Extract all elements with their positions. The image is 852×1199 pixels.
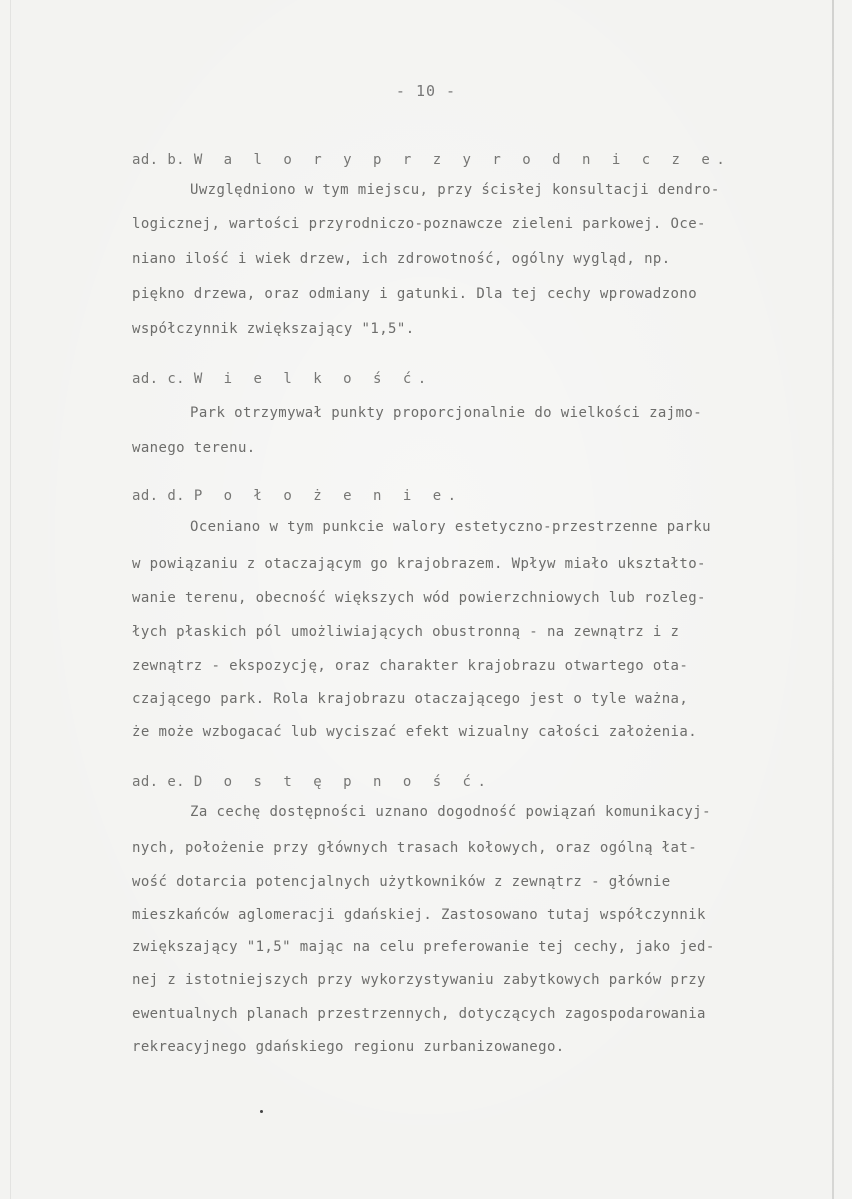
paragraph-line: w powiązaniu z otaczającym go krajobrazem. Wpływ miało ukształto- [132, 556, 706, 572]
section-heading-c [132, 369, 822, 389]
paragraph-line: nej z istotniejszych przy wykorzystywaniu zabytkowych parków przy [132, 972, 706, 988]
ink-speck [260, 1110, 263, 1113]
section-title: P o ł o ż e n i e. [193, 488, 463, 504]
section-title: D o s t ę p n o ś ć. [193, 774, 493, 790]
paragraph-line: niano ilość i wiek drzew, ich zdrowotność, ogólny wygląd, np. [132, 251, 671, 267]
paragraph-line: Oceniano w tym punkcie walory estetyczno-przestrzenne parku [190, 519, 711, 535]
paragraph-line: współczynnik zwiększający "1,5". [132, 321, 415, 337]
paragraph-line: rekreacyjnego gdańskiego regionu zurbanizowanego. [132, 1039, 565, 1055]
page-edge-right [832, 0, 834, 1199]
paragraph-line: Uwzględniono w tym miejscu, przy ścisłej konsultacji dendro- [190, 182, 720, 198]
paragraph-line: ewentualnych planach przestrzennych, dotyczących zagospodarowania [132, 1006, 706, 1022]
paragraph-line: wość dotarcia potencjalnych użytkowników z zewnątrz - głównie [132, 874, 671, 890]
page-edge-left [10, 0, 11, 1199]
section-title: W a l o r y p r z y r o d n i c z e. [193, 152, 732, 168]
paragraph-line: logicznej, wartości przyrodniczo-poznawcze zieleni parkowej. Oce- [132, 216, 706, 232]
section-title: W i e l k o ś ć. [193, 371, 433, 387]
section-heading-e [132, 772, 822, 792]
section-heading-d [132, 486, 822, 506]
paragraph-line: Za cechę dostępności uznano dogodność powiązań komunikacyj- [190, 804, 711, 820]
paragraph-line: że może wzbogacać lub wyciszać efekt wizualny całości założenia. [132, 724, 698, 740]
paragraph-line: łych płaskich pól umożliwiających obustronną - na zewnątrz i z [132, 624, 680, 640]
section-prefix: ad. c. [132, 371, 185, 387]
paragraph-line: wanego terenu. [132, 440, 256, 456]
paragraph-line: Park otrzymywał punkty proporcjonalnie do wielkości zajmo- [190, 405, 703, 421]
paragraph-line: nych, położenie przy głównych trasach kołowych, oraz ogólną łat- [132, 840, 698, 856]
section-prefix: ad. e. [132, 774, 185, 790]
section-prefix: ad. b. [132, 152, 185, 168]
page-number: - 10 - [395, 82, 457, 100]
paragraph-line: piękno drzewa, oraz odmiany i gatunki. Dla tej cechy wprowadzono [132, 286, 698, 302]
paragraph-line: mieszkańców aglomeracji gdańskiej. Zastosowano tutaj współczynnik [132, 907, 706, 923]
section-prefix: ad. d. [132, 488, 185, 504]
section-heading-b [132, 150, 822, 170]
paragraph-line: wanie terenu, obecność większych wód powierzchniowych lub rozleg- [132, 590, 706, 606]
paragraph-line: zewnątrz - ekspozycję, oraz charakter krajobrazu otwartego ota- [132, 658, 689, 674]
paragraph-line: czającego park. Rola krajobrazu otaczającego jest o tyle ważna, [132, 691, 689, 707]
paragraph-line: zwiększający "1,5" mając na celu preferowanie tej cechy, jako jed- [132, 939, 715, 955]
